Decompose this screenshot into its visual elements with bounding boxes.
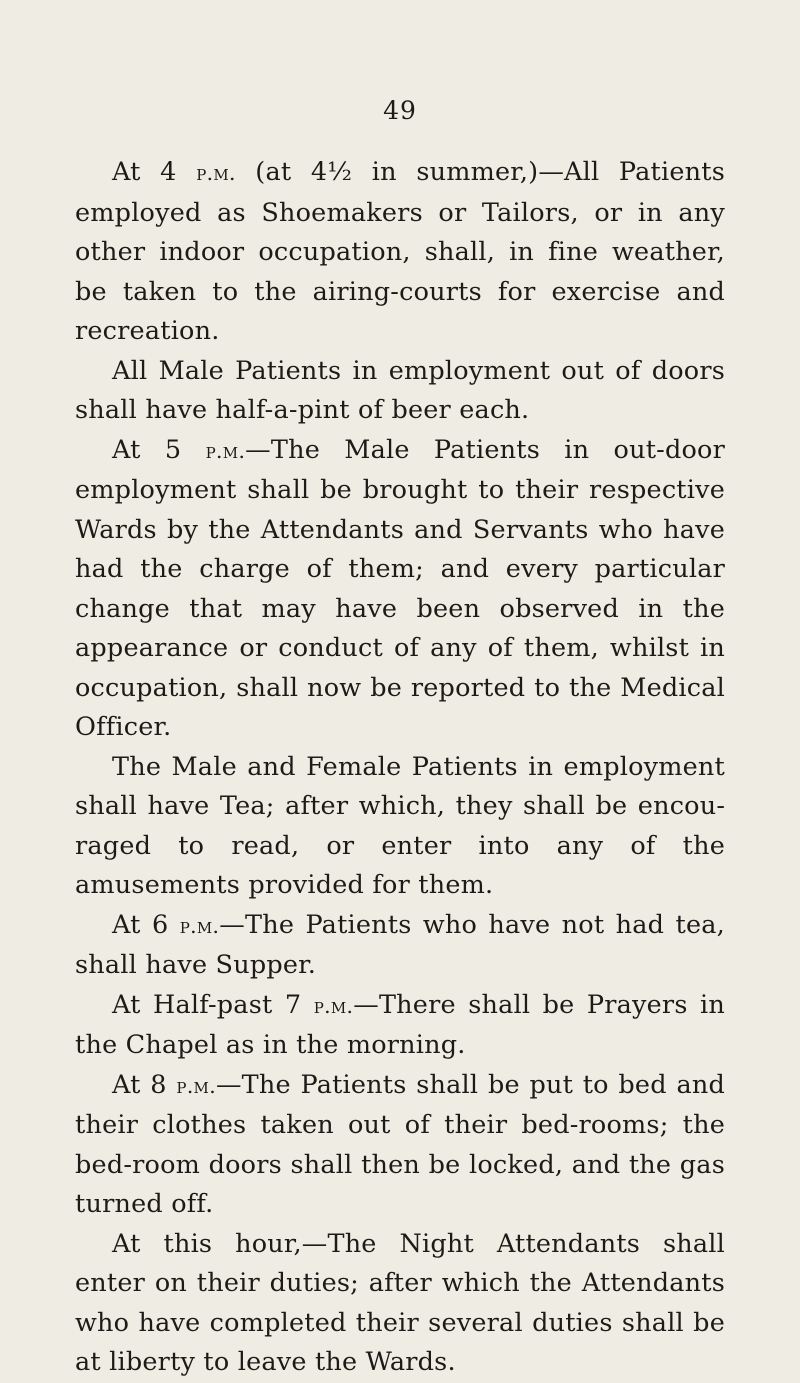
paragraph-text: All Male Patients in employment out of doors shall have half-a-pint of beer each. [75, 355, 725, 425]
paragraph-text: At this hour,—The Night Attendants shall enter on their duties; after which the Attendants who have completed their several duties shall be at liberty to leave the Wards. [75, 1228, 725, 1377]
paragraph-730pm [75, 986, 725, 1066]
paragraph-text: (at 4½ in summer,)—All Patients employed as Shoemakers or Tailors, or in any other indoor occupation, shall, in fine weather, be taken to the airing-courts for exercise and recreation. [75, 157, 725, 346]
paragraph-lead: At 6 [112, 909, 180, 940]
paragraph-text: —The Male Patients in out-door employment shall be brought to their respective Wards by the Attendants and Servants who have had the charge of them; and every particular change that may have been observed in the appearance or conduct of any of them, whilst in occupation, shall now be reported to the Medical Officer. [75, 434, 726, 742]
time-marker: p.m. [176, 1073, 216, 1098]
paragraph-text: —There shall be Prayers in the Chapel as in the morning. [75, 989, 726, 1060]
page-number: 49 [383, 96, 417, 125]
time-marker: p.m. [205, 438, 246, 463]
paragraph-night-attendants [75, 1225, 725, 1383]
paragraph-text: —The Patients who have not had tea, shall have Supper. [75, 909, 725, 980]
paragraph-6pm [75, 906, 725, 986]
paragraph-lead: At Half-past 7 [112, 989, 314, 1020]
paragraph-tea [75, 748, 725, 906]
time-marker: p.m. [179, 913, 220, 938]
time-marker: p.m. [196, 161, 236, 185]
paragraph-5pm [75, 431, 725, 748]
paragraph-8pm [75, 1066, 725, 1225]
time-marker: p.m. [313, 993, 354, 1018]
paragraph-4pm [75, 153, 725, 352]
paragraph-lead: At 8 [112, 1069, 177, 1100]
paragraph-lead: At 4 [112, 157, 197, 187]
paragraph-beer [75, 352, 725, 431]
paragraph-text: —The Patients shall be put to bed and their clothes taken out of their bed-rooms; the bed-room doors shall then be locked, and the gas turned off. [75, 1069, 725, 1219]
paragraph-text: The Male and Female Patients in employment shall have Tea; after which, they shall be encouraged to read, or enter into any of the amusements provided for them. [75, 751, 725, 900]
paragraph-lead: At 5 [112, 434, 206, 465]
body-text [75, 153, 725, 1383]
